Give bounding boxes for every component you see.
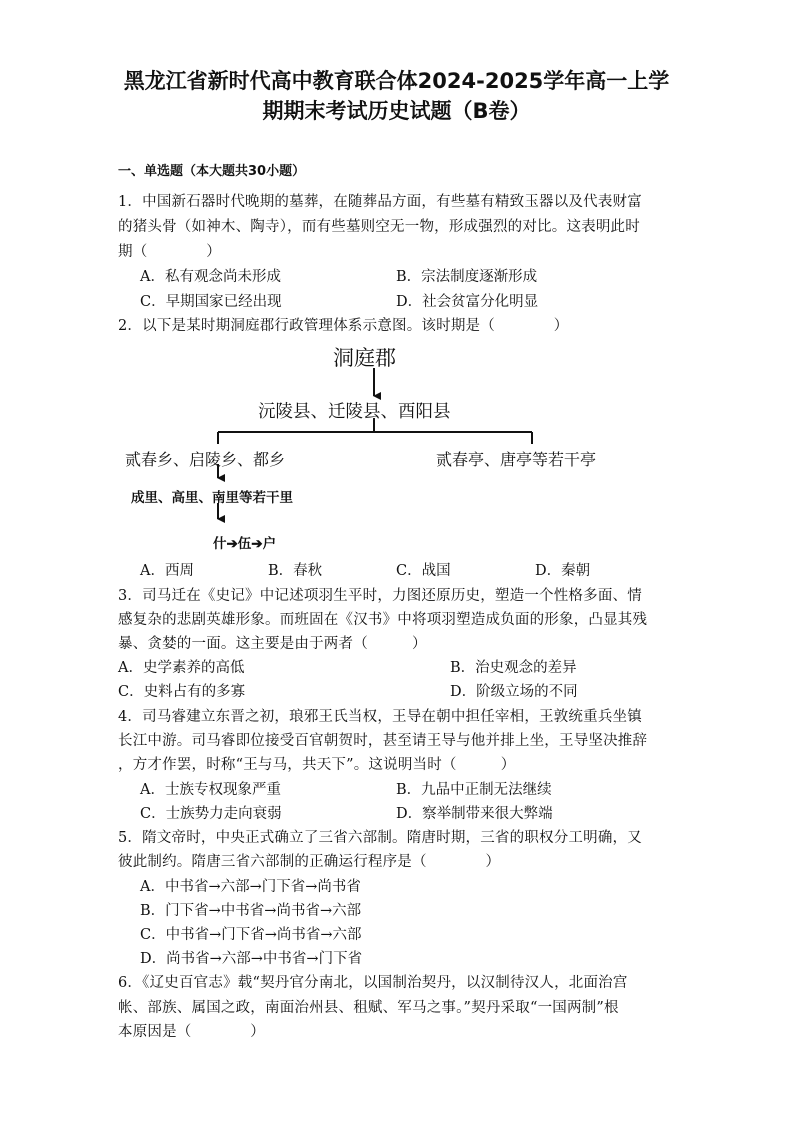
question-5-option-a[interactable]: A．中书省→六部→门下省→尚书省: [140, 879, 361, 895]
question-2-option-b[interactable]: B．春秋: [268, 563, 323, 579]
question-1-option-a[interactable]: A．私有观念尚未形成: [140, 269, 281, 285]
question-5-option-c[interactable]: C．中书省→门下省→尚书省→六部: [140, 927, 362, 943]
question-2-option-d[interactable]: D．秦朝: [535, 563, 591, 579]
diagram-counties: 沅陵县、迁陵县、酉阳县: [258, 402, 451, 422]
section-heading: 一、单选题（本大题共30小题）: [118, 164, 306, 179]
question-3-line-2: 感复杂的悲剧英雄形象。而班固在《汉书》中将项羽塑造成负面的形象，凸显其残: [118, 612, 648, 628]
question-2-option-c[interactable]: C．战国: [396, 563, 451, 579]
question-3-option-c[interactable]: C．史料占有的多寡: [118, 684, 246, 700]
question-4-line-1: 4．司马睿建立东晋之初，琅邪王氏当权，王导在朝中担任宰相，王敦统重兵坐镇: [118, 709, 642, 725]
question-4-option-d[interactable]: D．察举制带来很大弊端: [396, 806, 553, 822]
question-3-line-3: 暴、贪婪的一面。这主要是由于两者（ ）: [118, 636, 427, 652]
question-1-line-1: 1．中国新石器时代晚期的墓葬，在随葬品方面，有些墓有精致玉器以及代表财富: [118, 194, 642, 210]
admin-diagram-lines: [0, 0, 793, 560]
question-2-option-a[interactable]: A．西周: [140, 563, 194, 579]
question-1-line-2: 的猪头骨（如神木、陶寺），而有些墓则空无一物，形成强烈的对比。这表明此时: [118, 219, 640, 235]
question-1-line-3: 期（ ）: [118, 244, 221, 260]
question-3-option-b[interactable]: B．治史观念的差异: [450, 660, 577, 676]
diagram-shiwu: 什➔伍➔户: [213, 536, 277, 552]
question-3-line-1: 3．司马迁在《史记》中记述项羽生平时，力图还原历史，塑造一个性格多面、情: [118, 588, 642, 604]
question-5-option-d[interactable]: D．尚书省→六部→中书省→门下省: [140, 951, 363, 967]
question-4-line-3: ，方才作罢，时称“王与马，共天下”。这说明当时（ ）: [118, 757, 516, 773]
exam-title-line1: 黑龙江省新时代高中教育联合体2024-2025学年高一上学: [123, 69, 670, 93]
diagram-xiang: 贰春乡、启陵乡、都乡: [125, 450, 286, 469]
question-4-option-a[interactable]: A．士族专权现象严重: [140, 782, 281, 798]
question-1-option-c[interactable]: C．早期国家已经出现: [140, 294, 282, 310]
question-5-line-1: 5．隋文帝时，中央正式确立了三省六部制。隋唐时期，三省的职权分工明确，又: [118, 830, 642, 846]
question-5-option-b[interactable]: B．门下省→中书省→尚书省→六部: [140, 903, 362, 919]
question-2-line-1: 2．以下是某时期洞庭郡行政管理体系示意图。该时期是（ ）: [118, 318, 569, 334]
exam-title-line2: 期期末考试历史试题（B卷）: [262, 99, 531, 123]
question-6-line-2: 帐、部族、属国之政，南面治州县、租赋、军马之事。”契丹采取“一国两制”根: [118, 1000, 619, 1016]
question-6-line-1: 6．《辽史百官志》载“契丹官分南北，以国制治契丹，以汉制待汉人，北面治宫: [118, 975, 628, 991]
question-4-line-2: 长江中游。司马睿即位接受百官朝贺时，甚至请王导与他并排上坐，王导坚决推辞: [118, 733, 648, 749]
question-5-line-2: 彼此制约。隋唐三省六部制的正确运行程序是（ ）: [118, 854, 501, 870]
question-1-option-b[interactable]: B．宗法制度逐渐形成: [396, 269, 538, 285]
diagram-ting: 贰春亭、唐亭等若干亭: [436, 450, 597, 469]
question-1-option-d[interactable]: D．社会贫富分化明显: [396, 294, 539, 310]
diagram-li: 成里、高里、南里等若干里: [131, 490, 293, 506]
question-4-option-c[interactable]: C．士族势力走向衰弱: [140, 806, 282, 822]
diagram-commandery: 洞庭郡: [333, 346, 396, 370]
question-3-option-d[interactable]: D．阶级立场的不同: [450, 684, 578, 700]
question-3-option-a[interactable]: A．史学素养的高低: [118, 660, 245, 676]
question-6-line-3: 本原因是（ ）: [118, 1024, 265, 1040]
question-4-option-b[interactable]: B．九品中正制无法继续: [396, 782, 552, 798]
